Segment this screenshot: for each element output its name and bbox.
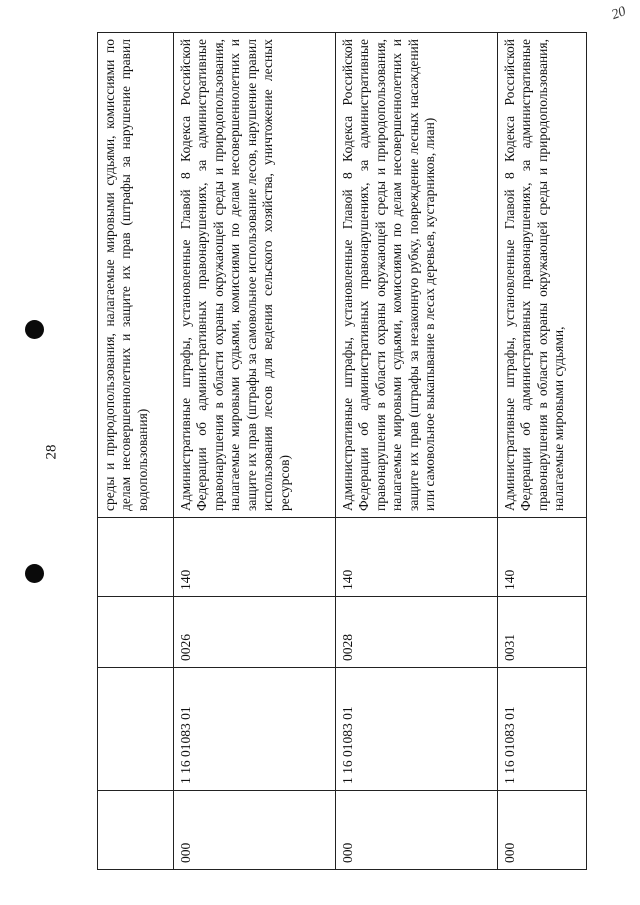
income-name-cell: Административные штрафы, установленные Главой 8 Кодекса Российской Федерации об административных правонарушениях, за административные правонарушения в области охраны окружающей среды и природопользования, налагаемые мировыми судьями,: [498, 33, 587, 518]
table-row: [498, 33, 587, 870]
economic-code-cell: 140: [498, 518, 587, 597]
kbk-code-cell: 1 16 01083 01: [336, 668, 498, 791]
economic-code-cell: [98, 518, 174, 597]
economic-code-cell: 140: [336, 518, 498, 597]
page-number: 28: [43, 444, 60, 460]
program-code-cell: 0031: [498, 597, 587, 668]
table-row: [174, 33, 336, 870]
program-code-cell: 0026: [174, 597, 336, 668]
table-row: [336, 33, 498, 870]
kbk-code-cell: 1 16 01083 01: [498, 668, 587, 791]
kbk-code-cell: 1 16 01083 01: [174, 668, 336, 791]
program-code-cell: 0028: [336, 597, 498, 668]
admin-code-cell: [98, 791, 174, 870]
budget-classification-table: [97, 32, 587, 870]
admin-code-cell: 000: [498, 791, 587, 870]
punch-hole-top: [25, 320, 44, 339]
admin-code-cell: 000: [336, 791, 498, 870]
table-container: [97, 32, 586, 870]
program-code-cell: [98, 597, 174, 668]
income-name-cell: среды и природопользования, налагаемые мировыми судьями, комиссиями по делам несовершеннолетних и защите их прав (штрафы за нарушение правил водопользования): [98, 33, 174, 518]
admin-code-cell: 000: [174, 791, 336, 870]
rotated-table-frame: [97, 32, 586, 870]
economic-code-cell: 140: [174, 518, 336, 597]
handwritten-page-mark: 20: [609, 4, 628, 23]
income-name-cell: Административные штрафы, установленные Главой 8 Кодекса Российской Федерации об административных правонарушениях, за административные правонарушения в области охраны окружающей среды и природопользования, налагаемые мировыми судьями, комиссиями по делам несовершеннолетних и защите их прав (штрафы за самовольное использование лесов, нарушение правил использования лесов для ведения сельского хозяйства, уничтожение лесных ресурсов): [174, 33, 336, 518]
income-name-cell: Административные штрафы, установленные Главой 8 Кодекса Российской Федерации об административных правонарушениях, за административные правонарушения в области охраны окружающей среды и природопользования, налагаемые мировыми судьями, комиссиями по делам несовершеннолетних и защите их прав (штрафы за незаконную рубку, повреждение лесных насаждений или самовольное выкапывание в лесах деревьев, кустарников, лиан): [336, 33, 498, 518]
table-row: [98, 33, 174, 870]
kbk-code-cell: [98, 668, 174, 791]
punch-hole-bottom: [25, 564, 44, 583]
